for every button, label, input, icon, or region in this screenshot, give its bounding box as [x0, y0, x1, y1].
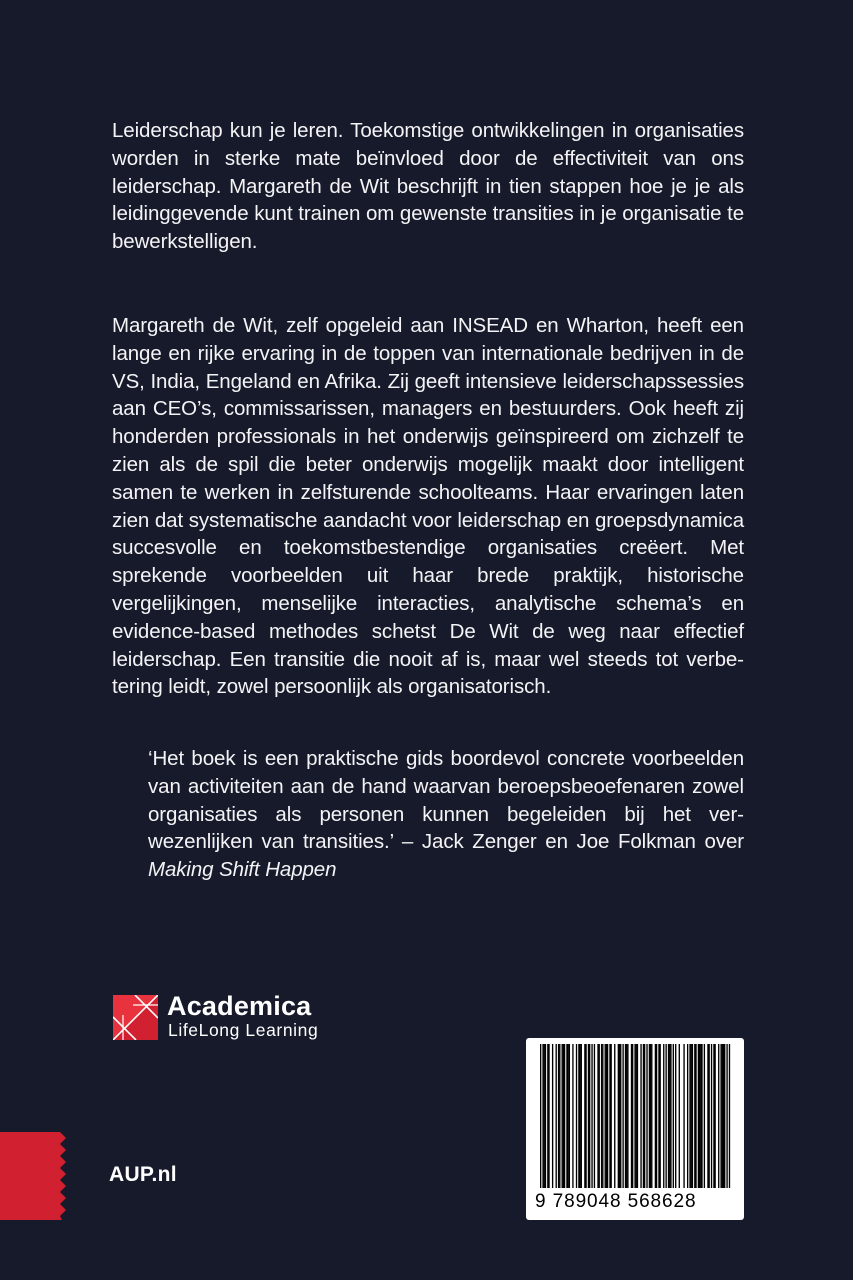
- barcode-bar: [722, 1044, 723, 1188]
- barcode-bar: [591, 1044, 592, 1188]
- endorsement-quote: [148, 745, 744, 884]
- barcode-bar: [660, 1044, 661, 1188]
- barcode-bar: [644, 1044, 645, 1188]
- barcode-bar: [699, 1044, 700, 1188]
- barcode-bar: [558, 1044, 559, 1188]
- barcode-bar: [626, 1044, 627, 1188]
- barcode-bar: [576, 1044, 577, 1188]
- publisher-logo: [113, 991, 373, 1045]
- barcode-bar: [611, 1044, 612, 1188]
- barcode-bar: [723, 1044, 724, 1188]
- barcode-bar: [602, 1044, 603, 1188]
- barcode-bar: [614, 1044, 615, 1188]
- publisher-tagline: LifeLong Learning: [168, 1020, 319, 1040]
- barcode-bar: [548, 1044, 549, 1188]
- barcode-bar: [632, 1044, 633, 1188]
- barcode-bar: [547, 1044, 548, 1188]
- barcode-bar: [670, 1044, 671, 1188]
- barcode-bar: [655, 1044, 656, 1188]
- barcode-bar: [597, 1044, 598, 1188]
- quote-text: ‘Het boek is een praktische gids boordevol concrete voorbeelden van activiteiten aan de hand waarvan beroepsbeoefenaren zowel organisaties als personen kunnen begeleiden bij het verwezenlijken van transities.’ – Jack Zenger en Joe Folkman over: [148, 747, 744, 854]
- barcode-bar: [663, 1044, 664, 1188]
- barcode-bar: [567, 1044, 568, 1188]
- barcode-bar: [622, 1044, 623, 1188]
- barcode-bar: [650, 1044, 651, 1188]
- barcode-bar: [668, 1044, 669, 1188]
- barcode-bar: [658, 1044, 659, 1188]
- barcode-bar: [687, 1044, 688, 1188]
- barcode-bar: [620, 1044, 621, 1188]
- barcode-bar: [552, 1044, 553, 1188]
- barcode-bar: [556, 1044, 557, 1188]
- barcode-bar: [589, 1044, 590, 1188]
- barcode-bar: [669, 1044, 670, 1188]
- barcode-bar: [601, 1044, 602, 1188]
- barcode-bar: [701, 1044, 702, 1188]
- barcode-bar: [689, 1044, 690, 1188]
- isbn-barcode: [526, 1038, 744, 1220]
- barcode-bar: [695, 1044, 696, 1188]
- barcode-bar: [708, 1044, 709, 1188]
- barcode-bar: [724, 1044, 725, 1188]
- barcode-bar: [542, 1044, 543, 1188]
- barcode-bar: [637, 1044, 638, 1188]
- barcode-bar: [619, 1044, 620, 1188]
- barcode-bar: [627, 1044, 628, 1188]
- barcode-bar: [692, 1044, 693, 1188]
- barcode-bar: [609, 1044, 610, 1188]
- barcode-bar: [714, 1044, 715, 1188]
- barcode-bar: [545, 1044, 546, 1188]
- barcode-bar: [584, 1044, 585, 1188]
- barcode-bar: [673, 1044, 674, 1188]
- barcode-bar: [544, 1044, 545, 1188]
- barcode-bar: [636, 1044, 637, 1188]
- barcode-bar: [564, 1044, 565, 1188]
- barcode-bar: [683, 1044, 684, 1188]
- barcode-bar: [640, 1044, 641, 1188]
- academica-logo-icon: [113, 995, 158, 1040]
- barcode-bar: [599, 1044, 600, 1188]
- barcode-bar: [540, 1044, 541, 1188]
- barcode-bar: [729, 1044, 730, 1188]
- barcode-bar: [720, 1044, 721, 1188]
- barcode-bar: [711, 1044, 712, 1188]
- barcode-bar: [718, 1044, 719, 1188]
- barcode-bar: [679, 1044, 680, 1188]
- barcode-bar: [631, 1044, 632, 1188]
- barcode-bar: [594, 1044, 595, 1188]
- barcode-bar: [562, 1044, 563, 1188]
- publisher-website: AUP.nl: [109, 1163, 177, 1186]
- barcode-bar: [588, 1044, 589, 1188]
- barcode-bar: [579, 1044, 580, 1188]
- barcode-bar: [691, 1044, 692, 1188]
- barcode-bar: [581, 1044, 582, 1188]
- barcode-bar: [572, 1044, 573, 1188]
- barcode-bar: [649, 1044, 650, 1188]
- barcode-bar: [707, 1044, 708, 1188]
- barcode-bar: [585, 1044, 586, 1188]
- publisher-name: Academica: [167, 991, 312, 1021]
- barcode-bar: [713, 1044, 714, 1188]
- barcode-bar: [559, 1044, 560, 1188]
- barcode-bar: [563, 1044, 564, 1188]
- author-bio-paragraph: Margareth de Wit, zelf opgeleid aan INSEAD en Wharton, heeft een lange en rijke ervaring in de toppen van internationale bedrijven in de VS, India, Engeland en Afrika. Zij geeft intensieve leiderschapssessies aan CEO’s, commissarissen, managers en bestuurders. Ook heeft zij honderden professionals in het onderwijs geïnspireerd om zichzelf te zien als de spil die beter onderwijs mogelijk maakt door intelligent samen te werken in zelfsturende schoolteams. Haar ervaringen laten zien dat systematische aandacht voor leiderschap en groepsdynamica succesvolle en toekomstbestendige organisaties creëert. Met sprekende voorbeelden uit haar brede praktijk, historische vergelijkingen, menselijke interacties, analytische schema’s en evidence-based methodes schetst De Wit de weg naar effectief leiderschap. Een transitie die nooit af is, maar wel steeds tot verbetering leidt, zowel persoonlijk als organisatorisch.: [112, 314, 744, 699]
- barcode-bar: [605, 1044, 606, 1188]
- isbn-number: 9 789048 568628: [535, 1191, 697, 1212]
- barcode-bar: [606, 1044, 607, 1188]
- barcode-bar: [694, 1044, 695, 1188]
- quote-book-title: Making Shift Happen: [148, 858, 337, 882]
- barcode-bar: [607, 1044, 608, 1188]
- barcode-bar: [578, 1044, 579, 1188]
- barcode-bar: [704, 1044, 705, 1188]
- barcode-bar: [651, 1044, 652, 1188]
- barcode-bar: [625, 1044, 626, 1188]
- barcode-bar: [566, 1044, 567, 1188]
- barcode-bar: [569, 1044, 570, 1188]
- barcode-bar: [646, 1044, 647, 1188]
- barcode-bar: [700, 1044, 701, 1188]
- barcode-bar: [698, 1044, 699, 1188]
- barcode-bar: [634, 1044, 635, 1188]
- barcode-bar: [643, 1044, 644, 1188]
- red-serrated-strip: [0, 1132, 66, 1220]
- barcode-bar: [656, 1044, 657, 1188]
- barcode-bar: [675, 1044, 676, 1188]
- barcode-bar: [665, 1044, 666, 1188]
- barcode-bar: [726, 1044, 727, 1188]
- barcode-bar: [618, 1044, 619, 1188]
- intro-paragraph: Leiderschap kun je leren. Toekomstige ontwikkelingen in organisaties worden in sterke mate beïnvloed door de effectiviteit van ons leiderschap. Margareth de Wit beschrijft in tien stappen hoe je je als leidinggevende kunt trainen om gewenste transities in je organisatie te bewerkstelligen.: [112, 119, 744, 254]
